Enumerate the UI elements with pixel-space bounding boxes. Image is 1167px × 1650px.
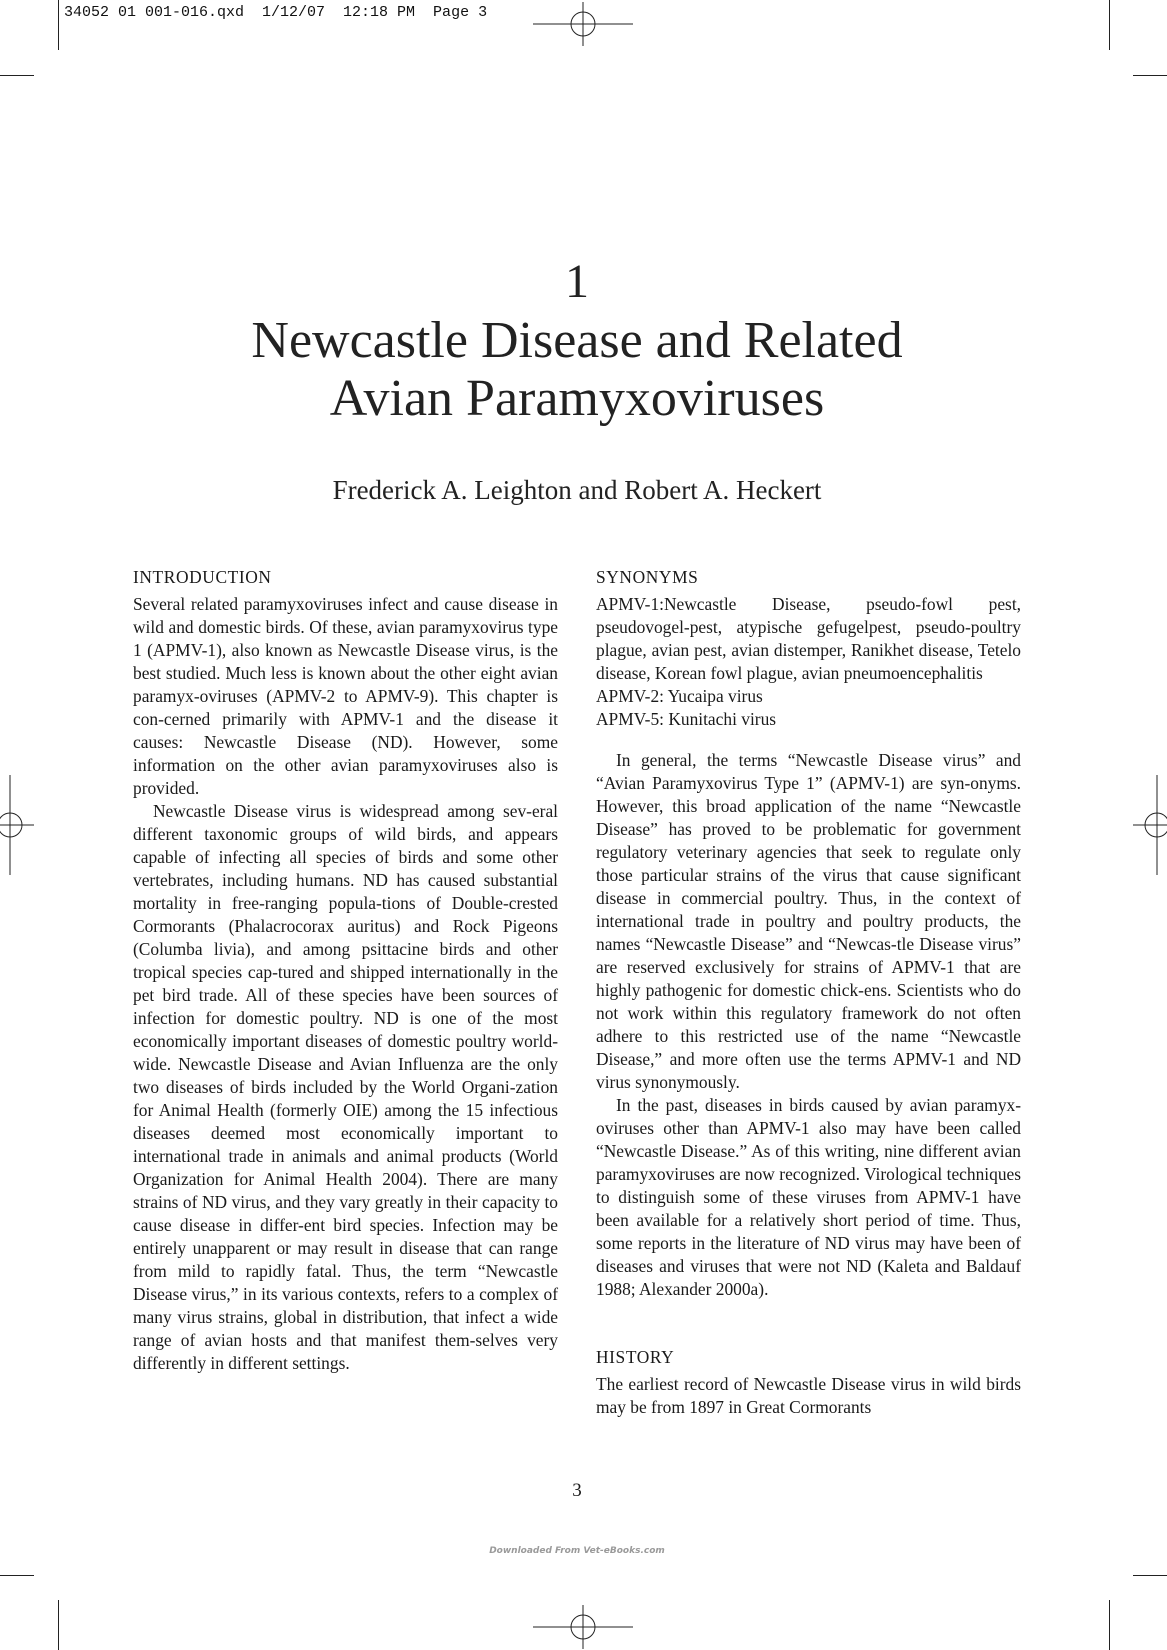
crop-mark bbox=[1133, 1575, 1167, 1576]
registration-mark-top bbox=[533, 2, 633, 46]
synonyms-discussion-paragraph: In general, the terms “Newcastle Disease virus” and “Avian Paramyxovirus Type 1” (APMV-1) are syn-onyms. However, this broad application of the name “Newcastle Disease” has proved to be problematic for government regulatory veterinary agencies that seek to regulate only those particular strains of the virus that cause significant disease in commercial poultry. Thus, in the context of international trade in poultry and poultry products, the names “Newcastle Disease” and “Newcas-tle Disease virus” are reserved exclusively for strains of APMV-1 that are highly pathogenic for domestic chick-ens. Scientists who do not work within this regulatory framework do not often adhere to this restricted use of the name “Newcastle Disease,” and more often use the terms APMV-1 and ND virus synonymously. bbox=[596, 750, 1021, 1092]
synonyms-apmv1: APMV-1:Newcastle Disease, pseudo-fowl pest, pseudovogel-pest, atypische gefugelpest, pseudo-poultry plague, avian pest, avian distemper, Ranikhet disease, Tetelo disease, Korean fowl plague, avian pneumoencephalitis bbox=[596, 594, 1021, 683]
chapter-title-line-2: Avian Paramyxoviruses bbox=[329, 370, 825, 427]
crop-mark bbox=[1109, 1600, 1110, 1650]
download-watermark: Downloaded From Vet-eBooks.com bbox=[489, 1546, 665, 1556]
introduction-paragraph: Several related paramyxoviruses infect and cause disease in wild and domestic birds. Of these, avian paramyxovirus type 1 (APMV-1), also known as Newcastle Disease virus, is the best studied. Much less is known about the other eight avian paramyx-oviruses (APMV-2 to APMV-9). This chapter is con-cerned primarily with APMV-1 and the disease it causes: Newcastle Disease (ND). However, some information on the other avian paramyxoviruses also is provided. bbox=[133, 594, 558, 798]
left-column bbox=[133, 566, 558, 1375]
print-slug: 34052 01 001-016.qxd 1/12/07 12:18 PM Page 3 bbox=[64, 4, 488, 21]
synonyms-apmv5: APMV-5: Kunitachi virus bbox=[596, 709, 777, 729]
page-number: 3 bbox=[572, 1480, 582, 1501]
crop-mark bbox=[58, 1600, 59, 1650]
chapter-number: 1 bbox=[565, 255, 589, 308]
synonyms-apmv2: APMV-2: Yucaipa virus bbox=[596, 686, 763, 706]
chapter-authors: Frederick A. Leighton and Robert A. Heckert bbox=[332, 475, 822, 505]
right-column bbox=[596, 566, 1021, 1419]
synonyms-heading: SYNONYMS bbox=[596, 567, 699, 587]
crop-mark bbox=[1133, 75, 1167, 76]
introduction-heading: INTRODUCTION bbox=[133, 567, 272, 587]
crop-mark bbox=[1109, 0, 1110, 50]
history-paragraph: The earliest record of Newcastle Disease virus in wild birds may be from 1897 in Great Cormorants bbox=[596, 1374, 1021, 1417]
history-heading: HISTORY bbox=[596, 1347, 675, 1367]
crop-mark bbox=[0, 1575, 34, 1576]
registration-mark-left bbox=[0, 775, 34, 875]
crop-mark bbox=[0, 75, 34, 76]
introduction-paragraph: Newcastle Disease virus is widespread among sev-eral different taxonomic groups of wild birds, and appears capable of infecting all species of birds and some other vertebrates, including humans. ND has caused substantial mortality in free-ranging popula-tions of Double-crested Cormorants (Phalacrocorax auritus) and Rock Pigeons (Columba livia), and among psittacine birds and other tropical species cap-tured and shipped internationally in the pet bird trade. All of these species have been sources of infection for domestic poultry. ND is one of the most economically important diseases of domestic poultry world-wide. Newcastle Disease and Avian Influenza are the only two diseases of birds included by the World Organi-zation for Animal Health (formerly OIE) among the 15 infectious diseases deemed most economically important to international trade in animals and animal products (World Organization for Animal Health 2004). There are many strains of ND virus, and they vary greatly in their capacity to cause disease in differ-ent bird species. Infection may be entirely unapparent or may result in disease that can range from mild to rapidly fatal. Thus, the term “Newcastle Disease virus,” in its various contexts, refers to a complex of many virus strains, global in distribution, that infect a wide range of avian hosts and that manifest them-selves very differently in different settings. bbox=[133, 801, 558, 1373]
crop-mark bbox=[58, 0, 59, 50]
registration-mark-bottom bbox=[533, 1605, 633, 1649]
chapter-title bbox=[0, 312, 1154, 428]
chapter-title-line-1: Newcastle Disease and Related bbox=[251, 312, 903, 369]
synonyms-discussion-paragraph: In the past, diseases in birds caused by avian paramyx-oviruses other than APMV-1 also may have been called “Newcastle Disease.” As of this writing, nine different avian paramyxoviruses are now recognized. Virological techniques to distinguish some of these viruses from APMV-1 have been available for a relatively short period of time. Thus, some reports in the literature of ND virus may have been of diseases and viruses that were not ND (Kaleta and Baldauf 1988; Alexander 2000a). bbox=[596, 1095, 1021, 1299]
registration-mark-right bbox=[1133, 775, 1167, 875]
